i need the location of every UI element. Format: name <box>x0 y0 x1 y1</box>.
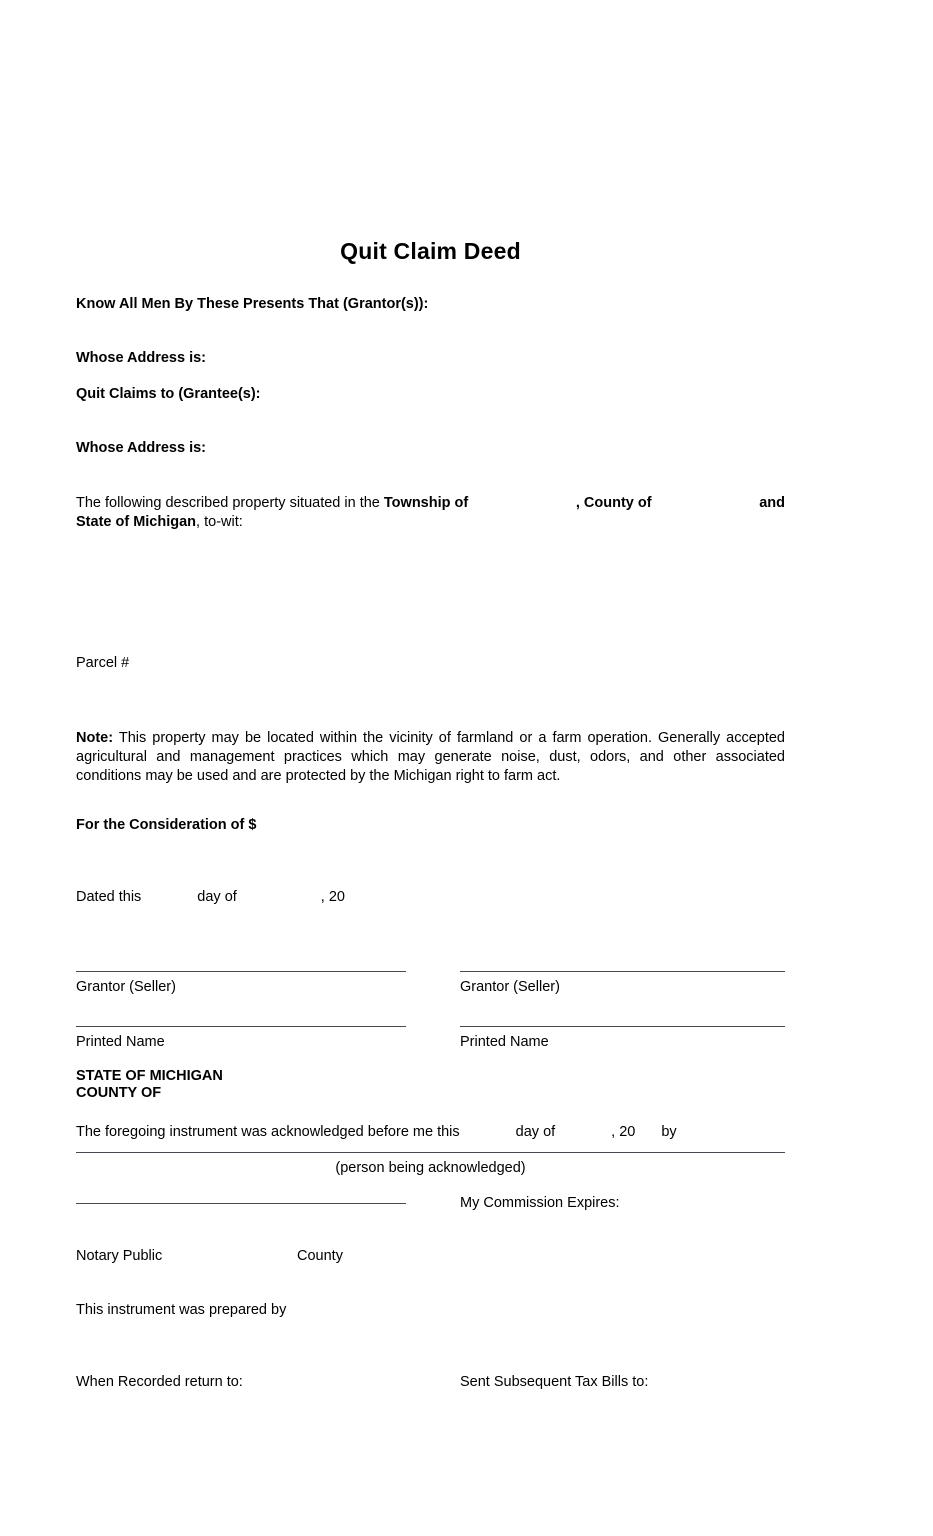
commission-expires-label: My Commission Expires: <box>460 1195 620 1211</box>
page-title: Quit Claim Deed <box>340 238 521 264</box>
state-county-heading <box>76 1068 223 1102</box>
acknowledgment-day-of-label: day of <box>515 1124 556 1140</box>
printed-name-rule-left[interactable] <box>76 1026 406 1027</box>
legal-description-blank-area[interactable] <box>76 545 785 640</box>
grantors-label: Know All Men By These Presents That (Grantor(s)): <box>76 296 429 312</box>
notary-public-row <box>76 1248 343 1264</box>
state-of-michigan-label: STATE OF MICHIGAN <box>76 1068 223 1084</box>
person-acknowledged-caption: (person being acknowledged) <box>335 1160 526 1176</box>
acknowledgment-by-label: by <box>661 1124 677 1140</box>
grantor-address-label: Whose Address is: <box>76 350 206 366</box>
notary-signature-rule[interactable] <box>76 1203 406 1204</box>
property-intro-text: The following described property situated in the <box>76 495 384 511</box>
grantor-caption-right: Grantor (Seller) <box>460 979 560 995</box>
dated-day-of-label: day of <box>197 889 237 905</box>
dated-line <box>76 889 345 905</box>
grantee-address-label: Whose Address is: <box>76 440 206 456</box>
parcel-number-label: Parcel # <box>76 655 130 671</box>
grantor-signature-rule-left[interactable] <box>76 971 406 972</box>
note-body-text: This property may be located within the vicinity of farmland or a farm operation. Generally accepted agricultural and management practices which may generate noise, dust, odors, and other associated conditions may be used and are protected by the Michigan right to farm act. <box>76 730 785 784</box>
state-label: State of Michigan <box>76 514 197 530</box>
grantor-signature-rule-right[interactable] <box>460 971 785 972</box>
consideration-label: For the Consideration of $ <box>76 817 257 833</box>
acknowledgment-prefix-label: The foregoing instrument was acknowledged before me this <box>76 1124 460 1140</box>
notary-county-label: County <box>297 1248 343 1264</box>
printed-name-rule-right[interactable] <box>460 1026 785 1027</box>
sent-subsequent-tax-bills-label: Sent Subsequent Tax Bills to: <box>460 1374 649 1390</box>
prepared-by-label: This instrument was prepared by <box>76 1302 287 1318</box>
when-recorded-return-to-label: When Recorded return to: <box>76 1374 243 1390</box>
property-description-line-1 <box>76 494 785 513</box>
property-description-line-2 <box>76 513 785 532</box>
farmland-note-paragraph <box>76 729 785 786</box>
county-of-label: COUNTY OF <box>76 1085 162 1101</box>
printed-name-caption-left: Printed Name <box>76 1034 165 1050</box>
and-connector: and <box>759 495 786 511</box>
towit-label: , to-wit: <box>196 514 243 530</box>
county-label: , County of <box>575 495 652 511</box>
acknowledgment-year-label: , 20 <box>611 1124 636 1140</box>
township-label: Township of <box>383 495 469 511</box>
note-lead-label: Note: <box>76 730 114 746</box>
person-acknowledged-rule[interactable] <box>76 1152 785 1153</box>
grantees-label: Quit Claims to (Grantee(s): <box>76 386 261 402</box>
printed-name-caption-right: Printed Name <box>460 1034 549 1050</box>
notary-public-label: Notary Public <box>76 1248 163 1264</box>
property-description-block <box>76 494 785 532</box>
dated-prefix-label: Dated this <box>76 889 142 905</box>
dated-year-prefix-label: , 20 <box>320 889 345 905</box>
acknowledgment-line <box>76 1124 677 1140</box>
grantor-caption-left: Grantor (Seller) <box>76 979 176 995</box>
